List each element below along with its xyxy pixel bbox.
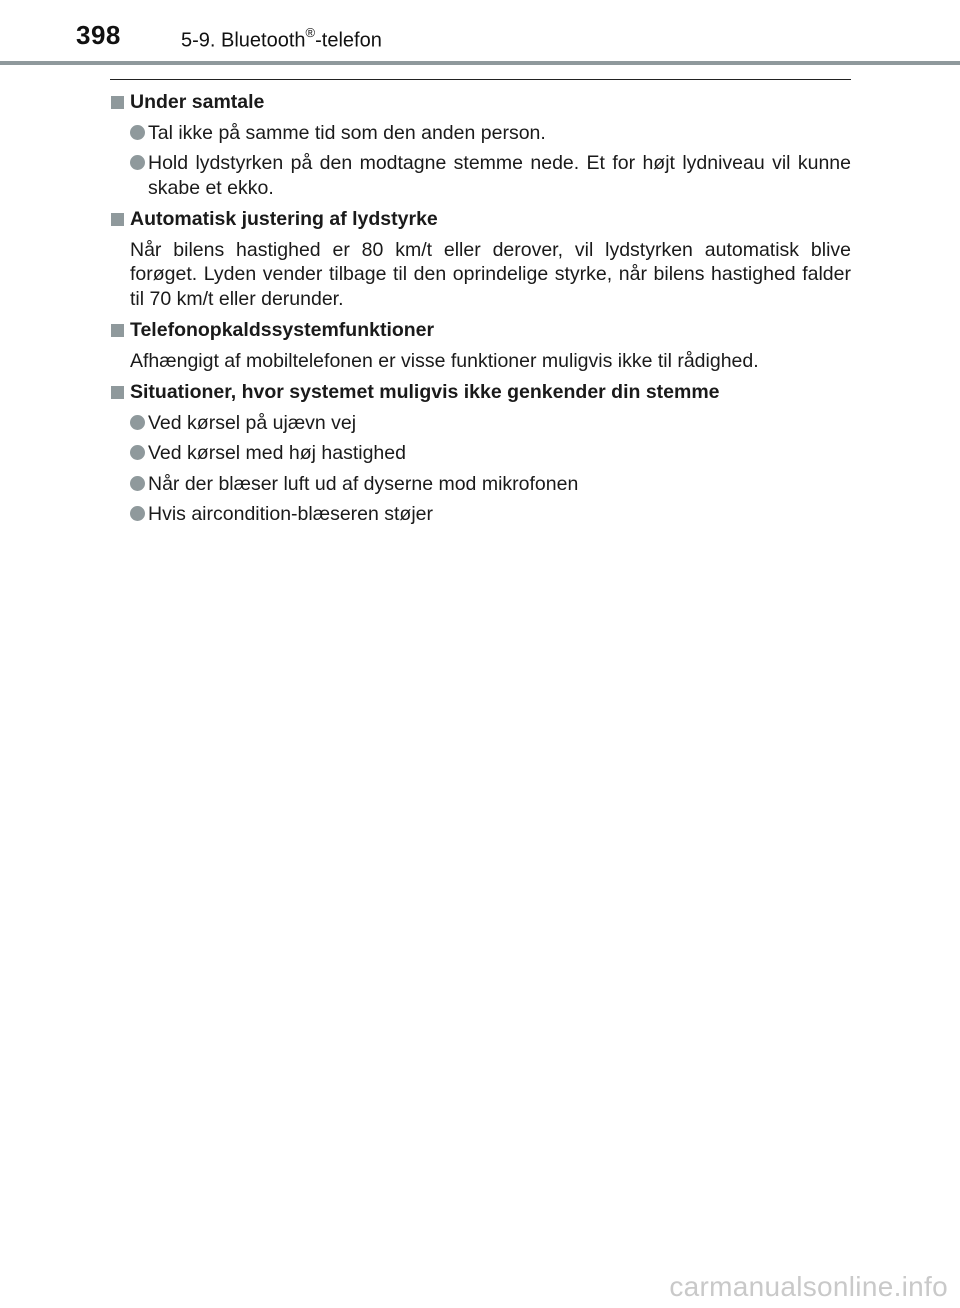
square-bullet-icon xyxy=(111,386,124,399)
list-item xyxy=(110,441,851,466)
section-heading xyxy=(110,207,851,232)
round-bullet-icon xyxy=(130,125,145,140)
section-heading xyxy=(110,380,851,405)
list-item xyxy=(110,472,851,497)
section-heading-text: Automatisk justering af lydstyrke xyxy=(130,208,438,230)
registered-mark: ® xyxy=(305,25,316,40)
content-divider xyxy=(110,79,851,80)
square-bullet-icon xyxy=(111,96,124,109)
list-item-text: Hvis aircondition-blæseren støjer xyxy=(148,503,434,525)
square-bullet-icon xyxy=(111,324,124,337)
round-bullet-icon xyxy=(130,445,145,460)
page-content xyxy=(110,90,851,534)
round-bullet-icon xyxy=(130,155,145,170)
page-number: 398 xyxy=(76,20,121,50)
section-automatisk-justering xyxy=(110,207,851,311)
section-heading-text: Under samtale xyxy=(130,91,265,113)
list-item xyxy=(110,151,851,200)
list-item-text: Tal ikke på samme tid som den anden person. xyxy=(148,121,546,144)
list-item xyxy=(110,411,851,436)
page-header xyxy=(0,0,960,66)
header-rule xyxy=(0,61,960,65)
list-item-text: Hold lydstyrken på den modtagne stemme nede. Et for højt lydniveau vil kunne skabe et ekko. xyxy=(148,152,851,199)
list-item xyxy=(110,121,851,146)
list-item-text: Når der blæser luft ud af dyserne mod mikrofonen xyxy=(148,472,579,495)
section-title xyxy=(181,27,382,53)
section-title-prefix: 5-9. Bluetooth xyxy=(181,29,306,52)
round-bullet-icon xyxy=(130,476,145,491)
section-title-suffix: -telefon xyxy=(315,29,382,52)
section-heading-text: Telefonopkaldssystemfunktioner xyxy=(130,319,435,341)
round-bullet-icon xyxy=(130,415,145,430)
section-under-samtale xyxy=(110,90,851,200)
round-bullet-icon xyxy=(130,506,145,521)
section-telefonopkald xyxy=(110,318,851,373)
list-item xyxy=(110,502,851,527)
section-heading xyxy=(110,90,851,115)
watermark: carmanualsonline.info xyxy=(669,1271,948,1302)
section-heading-text: Situationer, hvor systemet muligvis ikke genkender din stemme xyxy=(130,381,720,403)
section-paragraph: Afhængigt af mobiltelefonen er visse funktioner muligvis ikke til rådighed. xyxy=(130,349,759,372)
section-heading xyxy=(110,318,851,343)
square-bullet-icon xyxy=(111,213,124,226)
list-item-text: Ved kørsel med høj hastighed xyxy=(148,442,406,464)
section-paragraph: Når bilens hastighed er 80 km/t eller derover, vil lydstyrken automatisk blive forøget. Lyden vender tilbage til den oprindelige styrke, når bilens hastighed falder til 70 km/t eller derunder. xyxy=(130,238,851,310)
section-situationer xyxy=(110,380,851,527)
list-item-text: Ved kørsel på ujævn vej xyxy=(148,411,357,434)
